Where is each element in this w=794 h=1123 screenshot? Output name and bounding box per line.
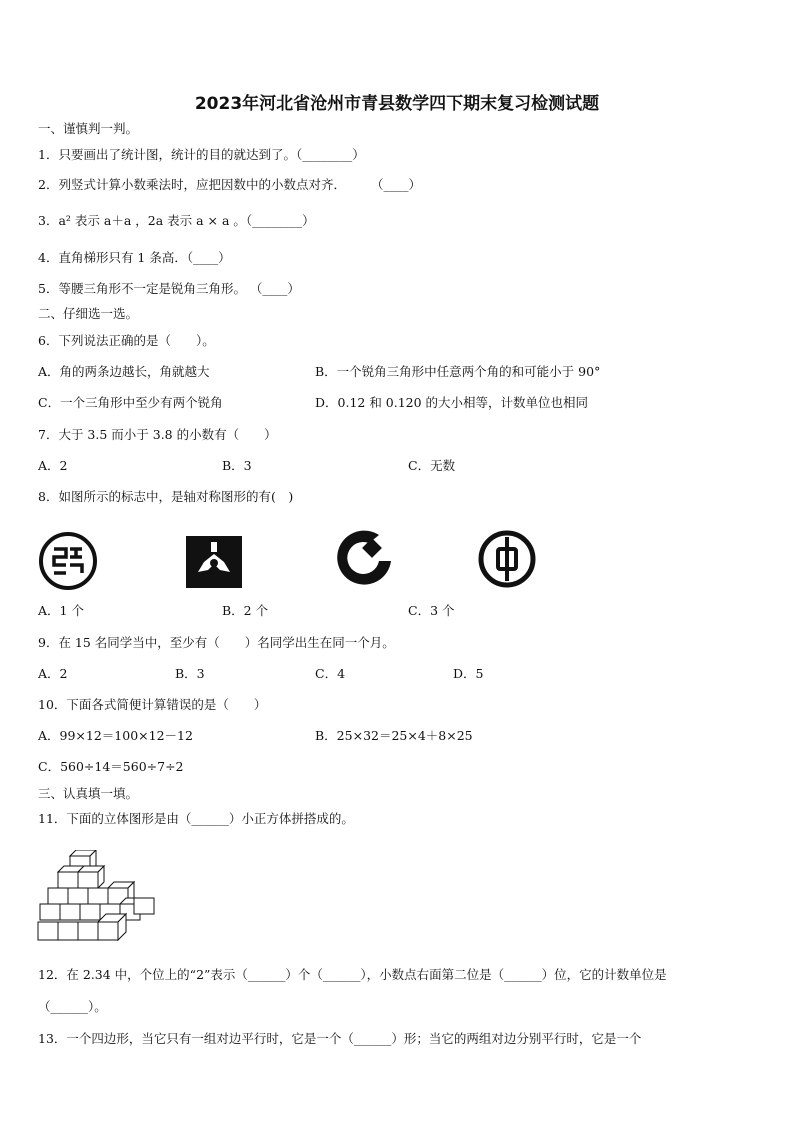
circle-diamond-logo-icon [335, 527, 397, 589]
question-2: 2．列竖式计算小数乘法时，应把因数中的小数点对齐． （____） [38, 177, 421, 192]
stacked-cubes-figure [36, 850, 158, 950]
option-7a: A．2 [38, 458, 68, 473]
question-13: 13．一个四边形，当它只有一组对边平行时，它是一个（______）形；当它的两组对边分别平行时，它是一个 [38, 1031, 642, 1046]
option-7b: B．3 [222, 458, 252, 473]
option-9a: A．2 [38, 666, 68, 681]
option-9c: C．4 [315, 666, 346, 681]
section-heading-3: 三、认真填一填。 [38, 786, 139, 801]
question-10: 10．下面各式简便计算错误的是（ ） [38, 697, 267, 712]
option-10b: B．25×32＝25×4＋8×25 [315, 728, 473, 743]
question-12-continued: （______）。 [38, 999, 107, 1014]
option-6d: D．0.12 和 0.120 的大小相等，计数单位也相同 [315, 395, 589, 410]
option-8a: A．1 个 [38, 603, 84, 618]
option-8b: B．2 个 [222, 603, 269, 618]
option-6a: A．角的两条边越长，角就越大 [38, 364, 210, 379]
question-4: 4．直角梯形只有 1 条高．（____） [38, 250, 231, 265]
question-12: 12．在 2.34 中，个位上的“2”表示（______）个（______），小数点右面第二位是（______）位，它的计数单位是 [38, 967, 667, 982]
question-8: 8．如图所示的标志中，是轴对称图形的有( ) [38, 489, 294, 504]
question-7: 7．大于 3.5 而小于 3.8 的小数有（ ） [38, 427, 277, 442]
option-8c: C．3 个 [408, 603, 455, 618]
page-title: 2023年河北省沧州市青县数学四下期末复习检测试题 [194, 94, 600, 114]
option-9d: D．5 [453, 666, 484, 681]
option-6c: C．一个三角形中至少有两个锐角 [38, 395, 223, 410]
question-1: 1．只要画出了统计图，统计的目的就达到了。（________） [38, 147, 365, 162]
section-heading-1: 一、谨慎判一判。 [38, 121, 139, 136]
question-3: 3．a² 表示 a＋a ，2a 表示 a × a 。（________） [38, 213, 315, 228]
option-6b: B．一个锐角三角形中任意两个角的和可能小于 90° [315, 364, 601, 379]
question-6: 6．下列说法正确的是（ ）。 [38, 333, 215, 348]
option-10a: A．99×12＝100×12－12 [38, 728, 193, 743]
option-9b: B．3 [175, 666, 205, 681]
coin-logo-icon [477, 529, 537, 589]
option-10c: C．560÷14＝560÷7÷2 [38, 759, 184, 774]
question-5: 5．等腰三角形不一定是锐角三角形。 （____） [38, 281, 300, 296]
question-11: 11．下面的立体图形是由（______）小正方体拼搭成的。 [38, 811, 354, 826]
section-heading-2: 二、仔细选一选。 [38, 306, 139, 321]
square-logo-icon [186, 536, 242, 588]
option-7c: C．无数 [408, 458, 456, 473]
question-9: 9．在 15 名同学当中，至少有（ ）名同学出生在同一个月。 [38, 635, 395, 650]
bank-logo-1-icon [38, 531, 98, 591]
